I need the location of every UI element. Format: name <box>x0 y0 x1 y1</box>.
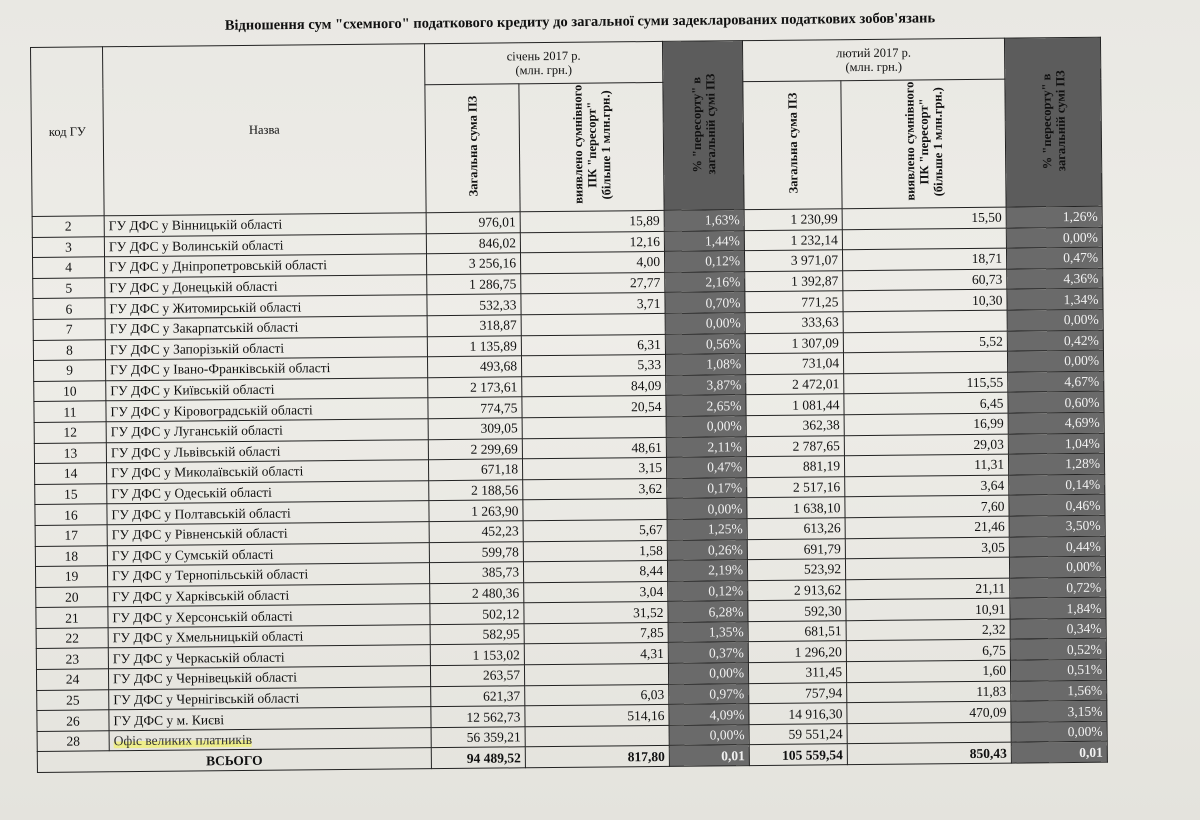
row-name: ГУ ДФС у Дніпропетровській області <box>105 254 427 278</box>
row-code: 19 <box>35 566 107 587</box>
row-jan-pk <box>524 663 668 685</box>
row-feb-pct: 3,15% <box>1011 700 1107 722</box>
header-jan-percent <box>662 41 744 211</box>
row-code: 26 <box>37 710 109 731</box>
row-jan-pct: 0,12% <box>664 251 744 272</box>
header-jan-suspicious-pk <box>519 82 664 211</box>
row-feb-total: 14 916,30 <box>749 703 847 725</box>
jan-suspicious-pk-label: виявлено сумнівного ПК "пересорт" (більше 1 млн.грн.) <box>569 85 613 205</box>
header-name: Назва <box>103 44 427 216</box>
header-feb-total-pz <box>743 81 842 210</box>
row-jan-total: 2 480,36 <box>430 582 524 603</box>
row-feb-pct: 1,34% <box>1007 289 1103 311</box>
row-jan-pct: 0,12% <box>668 580 748 601</box>
row-feb-pk: 18,71 <box>842 248 1006 270</box>
row-feb-total: 1 392,87 <box>745 270 843 292</box>
row-jan-total: 621,37 <box>431 685 525 706</box>
row-code: 24 <box>36 669 108 690</box>
row-jan-pct: 1,08% <box>665 354 745 375</box>
row-jan-pct: 0,00% <box>668 663 748 684</box>
feb-percent-label: % "пересорту" в загальній сумі ПЗ <box>1038 70 1068 172</box>
row-feb-pct: 0,47% <box>1006 247 1102 269</box>
row-name: ГУ ДФС у Хмельницькій області <box>108 625 430 649</box>
row-jan-total: 599,78 <box>429 541 523 562</box>
row-jan-pct: 0,26% <box>667 539 747 560</box>
row-jan-pk: 20,54 <box>522 396 666 418</box>
row-code: 5 <box>33 278 105 299</box>
row-jan-pct: 2,65% <box>666 395 746 416</box>
row-jan-pct: 1,35% <box>668 622 748 643</box>
row-jan-pct: 0,00% <box>666 416 746 437</box>
row-jan-total: 1 153,02 <box>430 644 524 665</box>
row-code: 7 <box>33 319 105 340</box>
row-feb-total: 757,94 <box>749 682 847 704</box>
row-code: 13 <box>34 442 106 463</box>
row-feb-pct: 0,00% <box>1007 350 1103 372</box>
row-jan-total: 502,12 <box>430 603 524 624</box>
row-jan-pct: 2,11% <box>666 436 746 457</box>
row-jan-pk: 514,16 <box>525 705 669 727</box>
row-code: 11 <box>34 401 106 422</box>
row-feb-pct: 4,69% <box>1008 412 1104 434</box>
row-feb-total: 881,19 <box>746 456 844 478</box>
row-feb-pct: 0,34% <box>1010 618 1106 640</box>
row-feb-pk: 16,99 <box>844 413 1008 435</box>
row-feb-pk: 6,75 <box>846 640 1010 662</box>
row-jan-total: 2 299,69 <box>428 438 522 459</box>
row-code: 28 <box>37 731 109 752</box>
row-jan-pk <box>522 416 666 438</box>
row-jan-pk: 4,31 <box>524 643 668 665</box>
row-feb-total: 2 472,01 <box>746 373 844 395</box>
feb-suspicious-pk-label: виявлено сумнівного ПК "пересорт" (більше 1 млн.грн.) <box>901 82 945 202</box>
jan-units-label: (млн. грн.) <box>515 62 573 78</box>
row-jan-pct: 0,00% <box>665 313 745 334</box>
row-jan-total: 493,68 <box>427 356 521 377</box>
row-feb-pk <box>843 310 1007 332</box>
row-feb-pk <box>843 351 1007 373</box>
row-jan-pk: 4,00 <box>520 252 664 274</box>
row-feb-pct: 3,50% <box>1009 515 1105 537</box>
row-name: ГУ ДФС у Запорізькій області <box>105 336 427 360</box>
row-feb-total: 3 971,07 <box>744 250 842 272</box>
row-feb-pct: 0,44% <box>1009 536 1105 558</box>
row-feb-total: 1 232,14 <box>744 229 842 251</box>
row-jan-pct: 0,37% <box>668 642 748 663</box>
row-code: 23 <box>36 648 108 669</box>
row-jan-total: 1 263,90 <box>429 500 523 521</box>
row-jan-pct: 4,09% <box>669 704 749 725</box>
row-code: 4 <box>33 257 105 278</box>
row-name: ГУ ДФС у Волинській області <box>104 233 426 257</box>
row-name: ГУ ДФС у Чернігівській області <box>109 686 431 710</box>
row-feb-pct: 0,00% <box>1011 721 1107 743</box>
row-feb-pct: 4,36% <box>1007 268 1103 290</box>
row-jan-total: 318,87 <box>427 315 521 336</box>
row-feb-pk: 2,32 <box>846 619 1010 641</box>
row-code: 15 <box>35 484 107 505</box>
row-code: 2 <box>32 216 104 237</box>
row-name: ГУ ДФС у Житомирській області <box>105 295 427 319</box>
row-jan-pk: 6,31 <box>521 334 665 356</box>
row-name: ГУ ДФС у м. Києві <box>109 707 431 731</box>
jan-percent-label: % "пересорту" в загальній сумі ПЗ <box>688 73 718 175</box>
total-jan-pct: 0,01 <box>669 745 749 766</box>
row-feb-pct: 0,52% <box>1010 639 1106 661</box>
row-feb-pk: 21,46 <box>845 516 1009 538</box>
row-name: ГУ ДФС у Херсонській області <box>108 604 430 628</box>
row-jan-total: 385,73 <box>429 562 523 583</box>
row-jan-pct: 0,00% <box>669 724 749 745</box>
row-feb-pk <box>842 228 1006 250</box>
row-feb-total: 1 296,20 <box>748 641 846 663</box>
total-label: ВСЬОГО <box>37 748 431 772</box>
feb-total-pz-label: Загальна сума ПЗ <box>784 92 800 194</box>
row-feb-total: 311,45 <box>748 662 846 684</box>
row-feb-pct: 1,04% <box>1008 433 1104 455</box>
row-jan-pk: 3,71 <box>521 293 665 315</box>
row-feb-pk: 470,09 <box>847 701 1011 723</box>
jan-period-label: січень 2017 р. <box>506 48 581 64</box>
row-jan-pk <box>525 725 669 747</box>
row-jan-pk: 15,89 <box>520 210 664 232</box>
row-name: ГУ ДФС у Вінницькій області <box>104 213 426 237</box>
row-feb-pk: 29,03 <box>844 434 1008 456</box>
row-jan-total: 1 286,75 <box>427 274 521 295</box>
header-jan-period <box>424 41 662 84</box>
row-feb-pct: 0,72% <box>1010 577 1106 599</box>
document-title: Відношення сум "схемного" податкового кредиту до загальної суми задекларованих податкових зобов'язань <box>224 10 936 34</box>
row-feb-pk: 3,64 <box>845 475 1009 497</box>
row-jan-total: 452,23 <box>429 521 523 542</box>
row-name: ГУ ДФС у Кіровоградській області <box>106 398 428 422</box>
row-feb-pk: 6,45 <box>844 392 1008 414</box>
row-name: ГУ ДФС у Тернопільській області <box>107 563 429 587</box>
row-jan-pk <box>521 313 665 335</box>
row-name: ГУ ДФС у Полтавській області <box>107 501 429 525</box>
row-code: 9 <box>34 360 106 381</box>
row-code: 17 <box>35 525 107 546</box>
row-feb-total: 2 787,65 <box>746 435 844 457</box>
row-code: 10 <box>34 381 106 402</box>
header-feb-percent <box>1004 37 1102 207</box>
row-code: 6 <box>33 298 105 319</box>
header-feb-suspicious-pk <box>841 79 1006 209</box>
row-feb-total: 333,63 <box>745 312 843 334</box>
row-feb-pct: 1,28% <box>1008 453 1104 475</box>
row-jan-pk: 8,44 <box>523 560 667 582</box>
row-jan-total: 2 173,61 <box>428 377 522 398</box>
row-name: ГУ ДФС у Миколаївській області <box>106 460 428 484</box>
highlighted-name: Офіс великих платників <box>113 732 253 749</box>
row-feb-pk: 10,91 <box>846 598 1010 620</box>
row-feb-pk <box>847 722 1011 744</box>
row-jan-pct: 1,25% <box>667 519 747 540</box>
row-jan-pk: 31,52 <box>524 602 668 624</box>
jan-total-pz-label: Загальна сума ПЗ <box>464 95 480 197</box>
row-code: 22 <box>36 628 108 649</box>
row-code: 16 <box>35 504 107 525</box>
row-feb-total: 691,79 <box>747 538 845 560</box>
row-jan-total: 2 188,56 <box>429 480 523 501</box>
row-feb-pct: 0,14% <box>1009 474 1105 496</box>
header-feb-period <box>742 38 1004 82</box>
row-jan-total: 976,01 <box>426 212 520 233</box>
row-feb-pct: 0,60% <box>1008 392 1104 414</box>
row-feb-pct: 1,26% <box>1006 206 1102 228</box>
row-jan-total: 774,75 <box>428 397 522 418</box>
row-code: 12 <box>34 422 106 443</box>
row-feb-total: 613,26 <box>747 518 845 540</box>
row-feb-pct: 4,67% <box>1008 371 1104 393</box>
row-name: ГУ ДФС у Львівській області <box>106 439 428 463</box>
row-jan-pct: 0,17% <box>667 477 747 498</box>
row-feb-total: 362,38 <box>746 415 844 437</box>
feb-period-label: лютий 2017 р. <box>836 45 912 61</box>
row-feb-pk: 5,52 <box>843 331 1007 353</box>
row-jan-pk: 5,67 <box>523 519 667 541</box>
row-feb-total: 731,04 <box>745 353 843 375</box>
total-jan-total: 94 489,52 <box>431 747 525 768</box>
row-jan-total: 309,05 <box>428 418 522 439</box>
row-code: 21 <box>36 607 108 628</box>
row-feb-total: 1 081,44 <box>746 394 844 416</box>
row-feb-pk: 15,50 <box>842 207 1006 229</box>
tax-credit-table <box>30 37 1108 773</box>
row-feb-total: 523,92 <box>747 559 845 581</box>
row-jan-pk: 84,09 <box>522 375 666 397</box>
row-code: 8 <box>33 339 105 360</box>
row-jan-pk: 3,04 <box>524 581 668 603</box>
row-feb-pk: 10,30 <box>843 290 1007 312</box>
row-name: ГУ ДФС у Чернівецькій області <box>108 666 430 690</box>
row-jan-total: 532,33 <box>427 294 521 315</box>
row-feb-total: 2 517,16 <box>747 476 845 498</box>
row-feb-total: 681,51 <box>748 621 846 643</box>
row-name: ГУ ДФС у Одеській області <box>107 480 429 504</box>
row-feb-total: 592,30 <box>748 600 846 622</box>
feb-units-label: (млн. грн.) <box>845 59 903 75</box>
row-name: ГУ ДФС у Івано-Франківській області <box>106 357 428 381</box>
total-feb-pk: 850,43 <box>847 743 1011 765</box>
row-name: ГУ ДФС у Донецькій області <box>105 274 427 298</box>
row-name: ГУ ДФС у Сумській області <box>107 542 429 566</box>
row-jan-pct: 0,97% <box>669 683 749 704</box>
row-jan-total: 12 562,73 <box>431 706 525 727</box>
row-feb-pct: 0,46% <box>1009 495 1105 517</box>
row-jan-total: 3 256,16 <box>427 253 521 274</box>
row-feb-pk: 7,60 <box>845 495 1009 517</box>
tax-credit-table-wrapper <box>30 37 1108 773</box>
row-feb-pk: 1,60 <box>846 660 1010 682</box>
row-name: ГУ ДФС у Черкаській області <box>108 645 430 669</box>
row-feb-total: 2 913,62 <box>748 579 846 601</box>
row-feb-pct: 0,00% <box>1007 309 1103 331</box>
row-jan-total: 582,95 <box>430 624 524 645</box>
row-feb-total: 771,25 <box>745 291 843 313</box>
row-jan-pct: 2,19% <box>667 560 747 581</box>
row-code: 14 <box>34 463 106 484</box>
row-jan-pk: 27,77 <box>521 272 665 294</box>
row-jan-pk: 6,03 <box>525 684 669 706</box>
row-feb-pct: 0,00% <box>1009 556 1105 578</box>
row-name: ГУ ДФС у Закарпатській області <box>105 316 427 340</box>
row-feb-pk: 3,05 <box>845 537 1009 559</box>
row-feb-pct: 0,51% <box>1010 659 1106 681</box>
row-name: ГУ ДФС у Луганській області <box>106 419 428 443</box>
header-jan-total-pz <box>425 84 520 213</box>
total-feb-total: 105 559,54 <box>749 744 847 766</box>
table-body <box>32 206 1107 752</box>
row-jan-total: 846,02 <box>426 232 520 253</box>
row-feb-pk: 11,31 <box>844 454 1008 476</box>
row-jan-pk: 3,62 <box>523 478 667 500</box>
row-code: 3 <box>32 236 104 257</box>
row-feb-total: 1 230,99 <box>744 209 842 231</box>
row-jan-pk <box>523 499 667 521</box>
row-feb-pk: 11,83 <box>847 681 1011 703</box>
row-feb-pk <box>845 557 1009 579</box>
row-jan-pct: 0,47% <box>666 457 746 478</box>
total-jan-pk: 817,80 <box>525 746 669 768</box>
row-name: ГУ ДФС у Харківській області <box>108 583 430 607</box>
row-jan-pct: 2,16% <box>665 271 745 292</box>
row-jan-pk: 48,61 <box>522 437 666 459</box>
total-feb-pct: 0,01 <box>1011 742 1107 764</box>
row-jan-pk: 1,58 <box>523 540 667 562</box>
row-jan-total: 671,18 <box>428 459 522 480</box>
row-feb-total: 1 307,09 <box>745 332 843 354</box>
row-jan-pct: 0,70% <box>665 292 745 313</box>
row-jan-pct: 6,28% <box>668 601 748 622</box>
row-feb-pk: 115,55 <box>844 372 1008 394</box>
row-code: 20 <box>36 586 108 607</box>
row-jan-pk: 3,15 <box>522 458 666 480</box>
row-jan-pk: 7,85 <box>524 622 668 644</box>
row-feb-pct: 1,56% <box>1011 680 1107 702</box>
row-feb-pk: 21,11 <box>846 578 1010 600</box>
row-jan-pct: 1,63% <box>664 210 744 231</box>
row-jan-pct: 3,87% <box>666 374 746 395</box>
row-jan-pct: 0,56% <box>665 333 745 354</box>
row-feb-pct: 0,00% <box>1006 227 1102 249</box>
row-jan-total: 1 135,89 <box>427 335 521 356</box>
row-feb-pct: 1,84% <box>1010 597 1106 619</box>
row-feb-total: 1 638,10 <box>747 497 845 519</box>
row-jan-pct: 0,00% <box>667 498 747 519</box>
row-jan-pk: 5,33 <box>521 355 665 377</box>
row-name: ГУ ДФС у Рівненській області <box>107 522 429 546</box>
row-code: 25 <box>37 689 109 710</box>
row-jan-pct: 1,44% <box>664 230 744 251</box>
row-feb-pk: 60,73 <box>843 269 1007 291</box>
header-code: код ГУ <box>31 47 105 217</box>
row-feb-total: 59 551,24 <box>749 724 847 746</box>
row-name: ГУ ДФС у Київській області <box>106 377 428 401</box>
row-jan-total: 263,57 <box>430 665 524 686</box>
row-code: 18 <box>35 545 107 566</box>
row-jan-total: 56 359,21 <box>431 727 525 748</box>
row-feb-pct: 0,42% <box>1007 330 1103 352</box>
row-jan-pk: 12,16 <box>520 231 664 253</box>
